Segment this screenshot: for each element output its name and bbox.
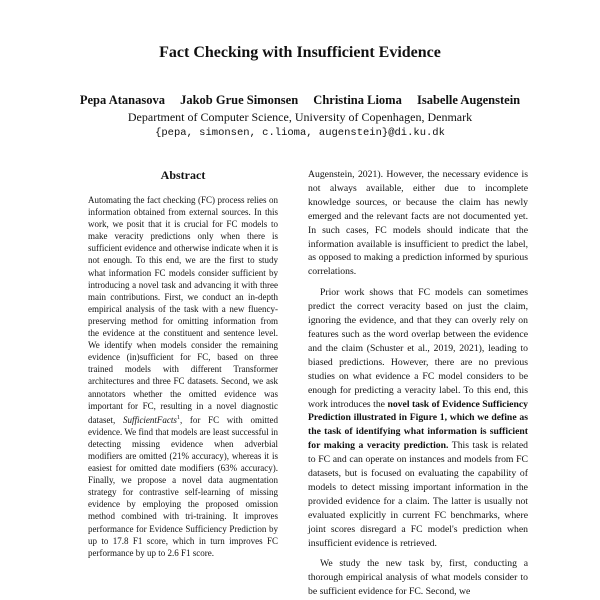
intro-paragraph-2	[308, 286, 528, 550]
dataset-name: SufficientFacts	[122, 414, 177, 425]
intro-p2-end: This task is related to FC and can operate on instances and models from FC datasets, but is focused on evaluating the capability of models to detect missing important information in the provided evidence for a claim. The latter is usually not evaluated explicitly in current FC benchmarks, where joint scores disregard a FC model's prediction when insufficient evidence is retrieved.	[308, 440, 528, 549]
author-emails: {pepa, simonsen, c.lioma, augenstein}@di.ku.dk	[155, 127, 445, 139]
abstract-body	[88, 194, 278, 559]
author-name: Pepa Atanasova	[79, 93, 165, 107]
abstract-heading: Abstract	[160, 168, 206, 182]
author-name: Christina Lioma	[313, 93, 402, 107]
author-name: Jakob Grue Simonsen	[180, 93, 299, 107]
footnote-marker[interactable]: 1	[176, 414, 180, 421]
author-name: Isabelle Augenstein	[416, 93, 521, 107]
author-list	[0, 93, 600, 108]
affiliation: Department of Computer Science, University of Copenhagen, Denmark	[127, 110, 473, 124]
intro-p2-start: Prior work shows that FC models can sometimes predict the correct veracity based on just the claim, ignoring the evidence, and that they can overly rely on features such as the word overlap between the evidence and the claim (Schuster et al., 2019, 2021), leading to biased predictions. However, there are no previous studies on what evidence a FC model considers to be enough for predicting a veracity label. To this end, this work introduces the	[308, 287, 528, 410]
abstract-text-part2: , for FC with omitted evidence. We find that models are least successful in detecting missing evidence when adverbial modifiers are omitted (21% accuracy), whereas it is easiest for omitted date modifiers (63% accuracy). Finally, we propose a novel data augmentation strategy for contrastive self-learning of missing evidence by employing the proposed omission method combined with tri-training. It improves performance for Evidence Sufficiency Prediction by up to 17.8 F1 score, which in turn improves FC performance by up to 2.6 F1 score.	[88, 414, 278, 558]
paper-title: Fact Checking with Insufficient Evidence	[159, 44, 441, 61]
abstract-text-part1: Automating the fact checking (FC) process relies on information obtained from external sources. In this work, we posit that it is crucial for FC models to make veracity predictions only when there is sufficient evidence and otherwise indicate when it is not enough. To this end, we are the first to study what information FC models consider sufficient by introducing a novel task and advancing it with three main contributions. First, we conduct an in-depth empirical analysis of the task with a new fluency-preserving method for omitting information from the evidence at the constituent and sentence level. We identify when models consider the remaining evidence (in)sufficient for FC, based on three trained models with different Transformer architectures and three FC datasets. Second, we ask annotators whether the omitted evidence was important for FC, resulting in a novel diagnostic dataset,	[88, 195, 278, 425]
task-definition: novel task of Evidence Sufficiency Prediction illustrated in Figure 1, which we define as the task of identifying what information is sufficient for making a veracity prediction.	[308, 398, 528, 452]
intro-paragraph-1: Augenstein, 2021). However, the necessary evidence is not always available, either due to incomplete knowledge sources, or because the claim has newly emerged and the relevant facts are not documented yet. In such cases, FC models should indicate that the information available is insufficient to predict the label, as opposed to making a prediction informed by spurious correlations.	[308, 169, 528, 278]
intro-paragraph-3: We study the new task by, first, conducting a thorough empirical analysis of what models consider to be sufficient evidence for FC. Second, we	[308, 558, 528, 598]
introduction-column	[308, 168, 528, 599]
